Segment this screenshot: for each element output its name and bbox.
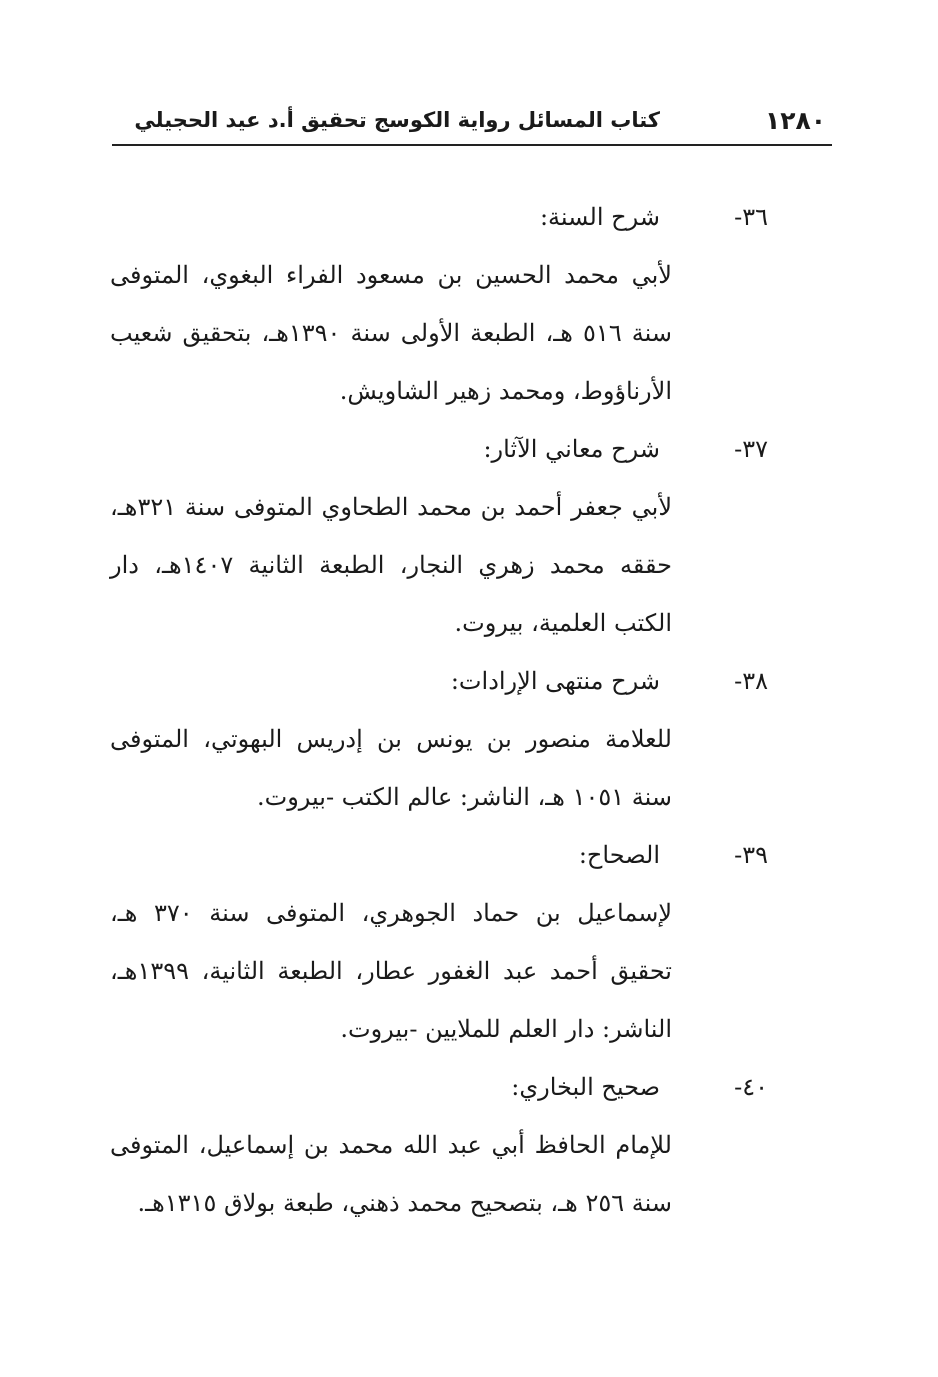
entry-heading	[108, 188, 768, 246]
entry-title: صحيح البخاري:	[511, 1073, 660, 1101]
entry-heading	[108, 420, 768, 478]
bibliography-entry	[108, 420, 768, 652]
entry-heading	[108, 826, 768, 884]
bibliography-list	[108, 188, 768, 1232]
entry-title: شرح معاني الآثار:	[483, 435, 660, 463]
bibliography-entry	[108, 826, 768, 1058]
entry-description: لأبي جعفر أحمد بن محمد الطحاوي المتوفى سنة ٣٢١هـ، حققه محمد زهري النجار، الطبعة الثانية ١٤٠٧هـ، دار الكتب العلمية، بيروت.	[110, 493, 672, 637]
entry-heading	[108, 652, 768, 710]
entry-number: ٣٦-	[734, 203, 768, 231]
page-header	[112, 100, 832, 146]
bibliography-entry	[108, 652, 768, 826]
entry-description: لإسماعيل بن حماد الجوهري، المتوفى سنة ٣٧٠ هـ، تحقيق أحمد عبد الغفور عطار، الطبعة الثانية، ١٣٩٩هـ، الناشر: دار العلم للملايين -بيروت.	[110, 899, 673, 1043]
entry-title: شرح السنة:	[539, 203, 660, 231]
running-title: كتاب المسائل رواية الكوسج تحقيق أ.د عيد الحجيلي	[134, 108, 660, 132]
page-number: ١٢٨٠	[764, 106, 826, 135]
entry-description: لأبي محمد الحسين بن مسعود الفراء البغوي، المتوفى سنة ٥١٦ هـ، الطبعة الأولى سنة ١٣٩٠هـ، بتحقيق شعيب الأرناؤوط، ومحمد زهير الشاويش.	[110, 261, 672, 405]
entry-heading	[108, 1058, 768, 1116]
bibliography-entry	[108, 1058, 768, 1232]
bibliography-entry	[108, 188, 768, 420]
entry-number: ٤٠-	[734, 1073, 768, 1101]
entry-number: ٣٧-	[734, 435, 768, 463]
entry-number: ٣٨-	[734, 667, 768, 695]
entry-description: للعلامة منصور بن يونس بن إدريس البهوتي، المتوفى سنة ١٠٥١ هـ، الناشر: عالم الكتب -بيروت.	[110, 725, 672, 811]
entry-description: للإمام الحافظ أبي عبد الله محمد بن إسماعيل، المتوفى سنة ٢٥٦ هـ، بتصحيح محمد ذهني، طبعة بولاق ١٣١٥هـ.	[110, 1131, 672, 1217]
entry-title: شرح منتهى الإرادات:	[450, 667, 660, 695]
entry-number: ٣٩-	[734, 841, 768, 869]
entry-title: الصحاح:	[578, 841, 660, 869]
